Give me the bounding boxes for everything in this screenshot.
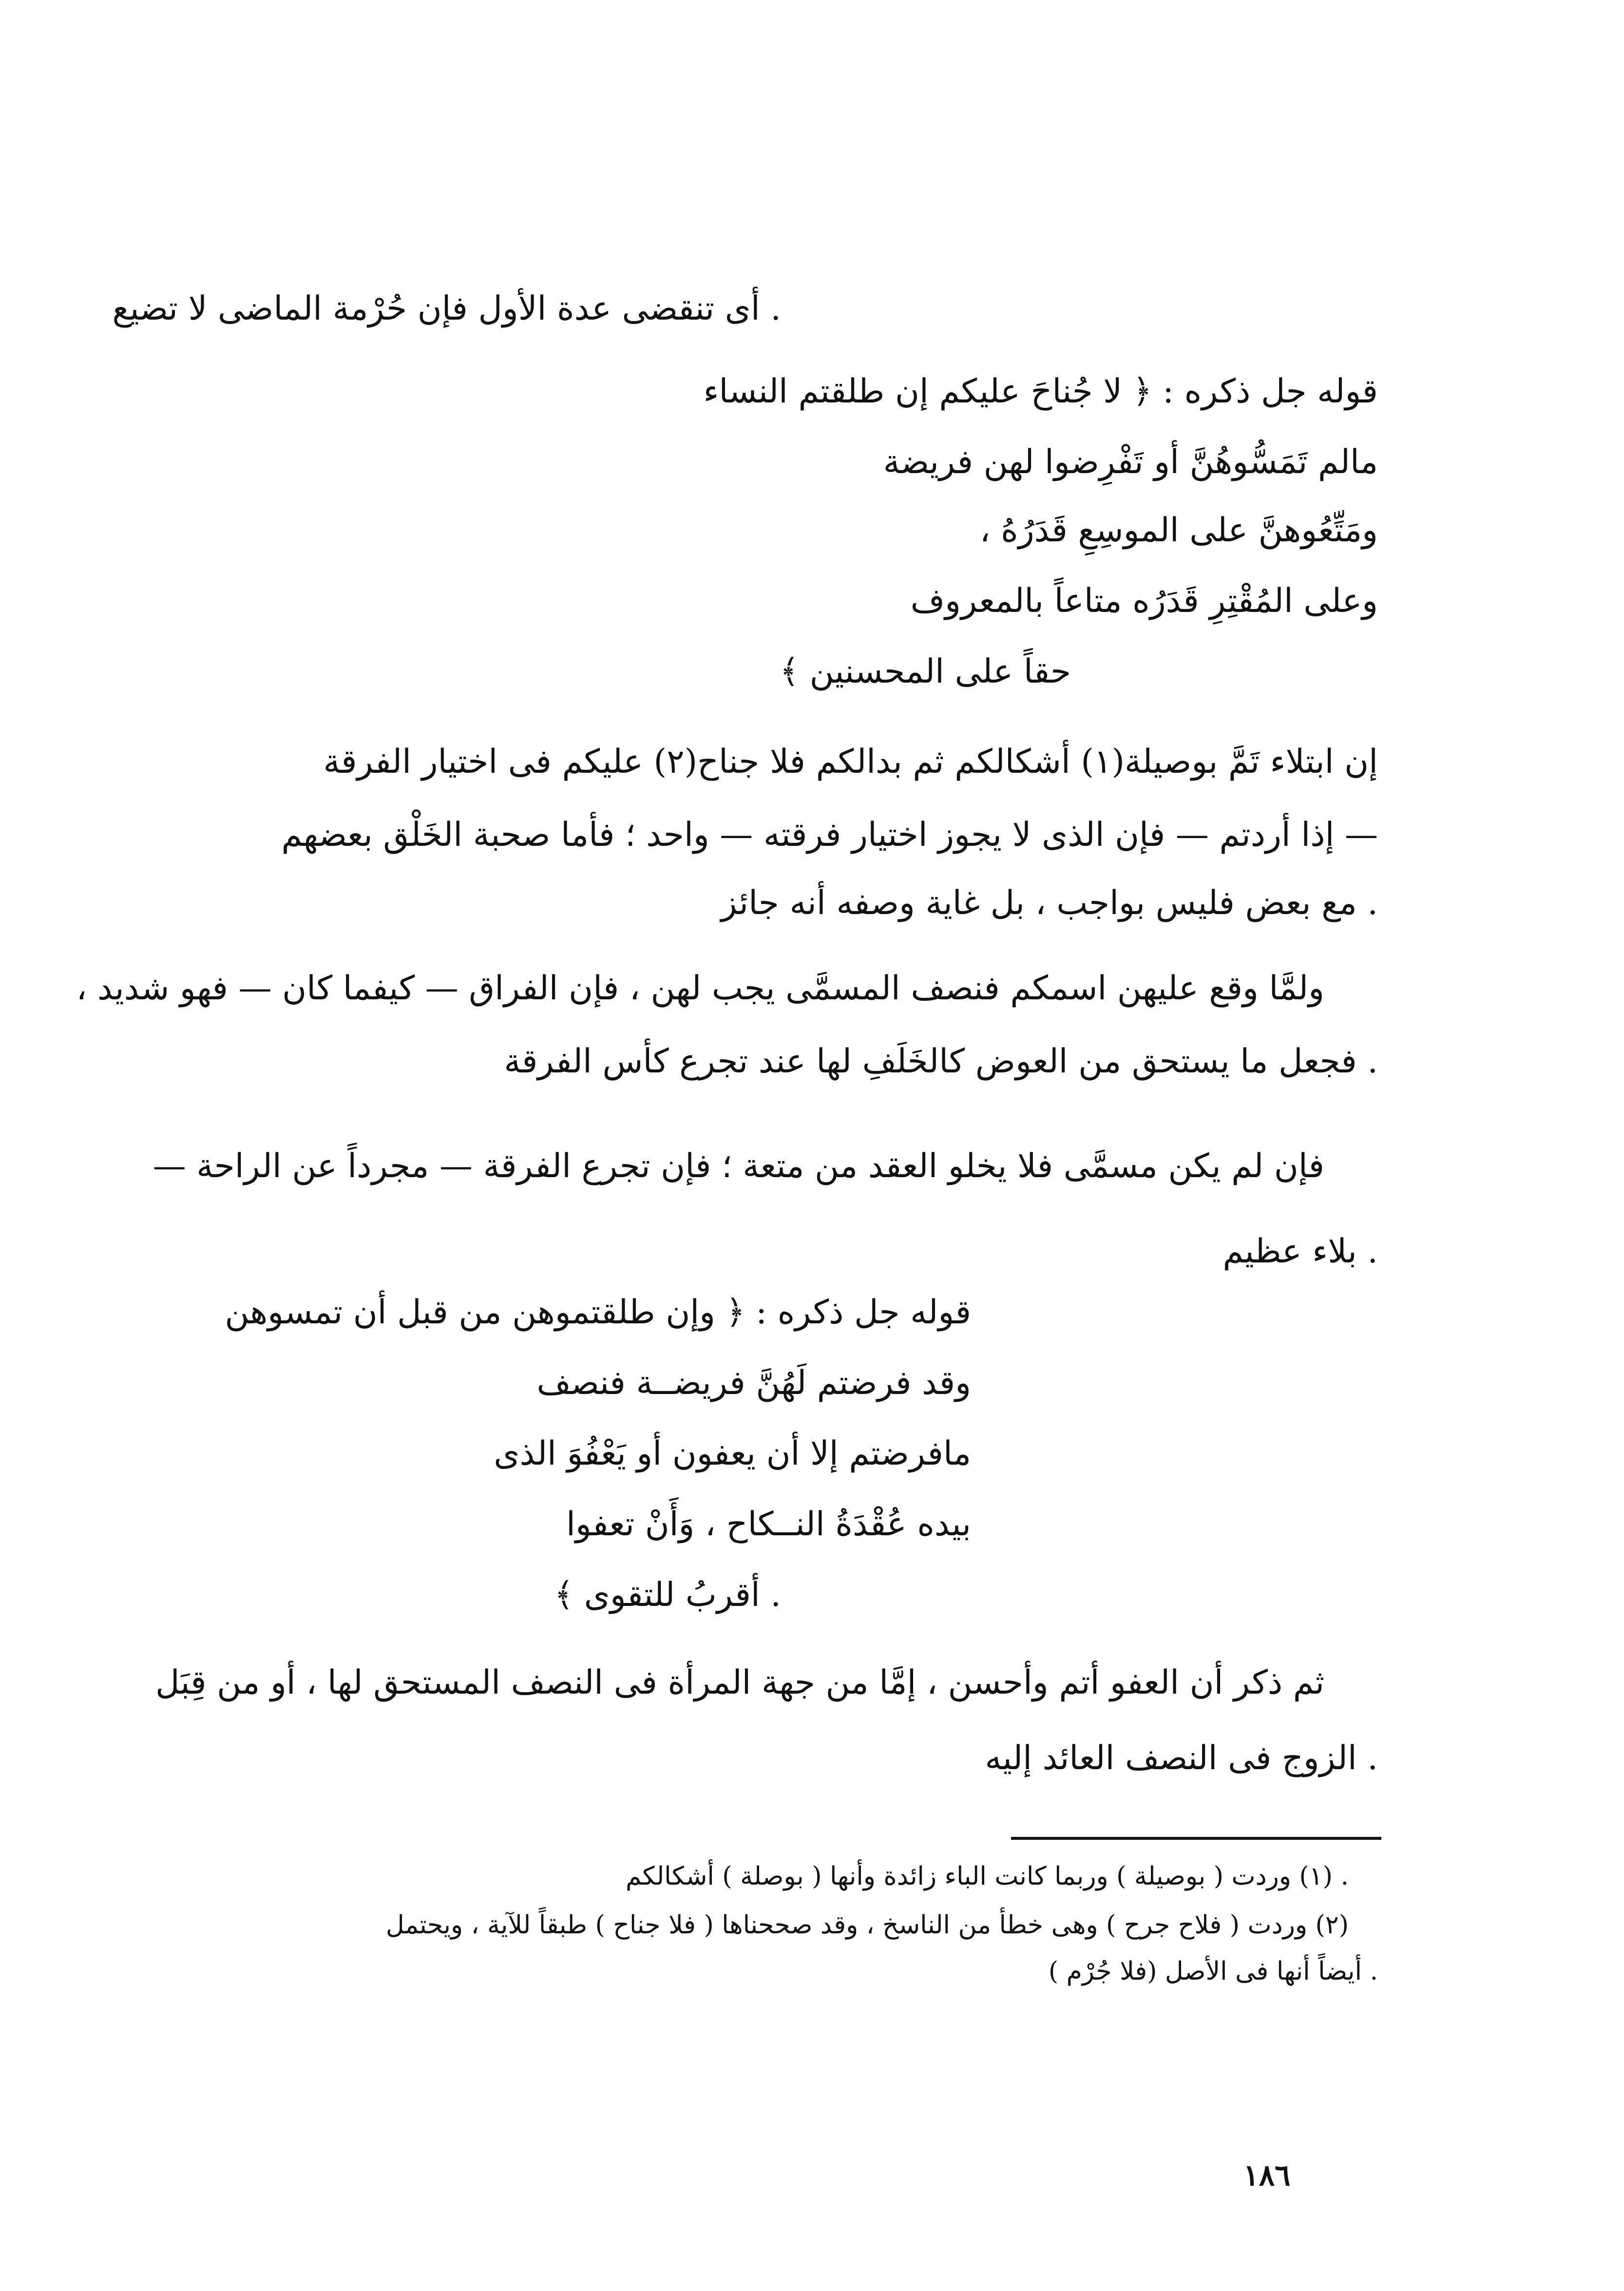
verse-line: بيده عُقْدَةُ النــكاح ، وَأَنْ تعفوا	[566, 1505, 971, 1544]
footnotes	[386, 1864, 1378, 1984]
footnote-line: . (١) وردت ( بوصيلة ) وربما كانت الباء زائدة وأنها ( بوصلة ) أشكالكم	[626, 1862, 1349, 1891]
paragraph-line: . مع بعض فليس بواجب ، بل غاية وصفه أنه جائز	[721, 884, 1378, 922]
paragraph-1	[282, 745, 1378, 920]
paragraph-2	[76, 969, 1378, 1081]
paragraph-line: . فجعل ما يستحق من العوض كالخَلَفِ لها عند تجرع كأس الفرقة	[504, 1042, 1378, 1081]
footnote-line: . أيضاً أنها فى الأصل (فلا جُرْم )	[1048, 1957, 1378, 1986]
verse-line: حقاً على المحسنين ﴾	[780, 652, 1071, 691]
paragraph-line: . بلاء عظيم	[1223, 1232, 1378, 1271]
paragraph-4	[155, 1663, 1378, 1777]
paragraph-line: فإن لم يكن مسمَّى فلا يخلو العقد من متعة ؛ فإن تجرع الفرقة — مجرداً عن الراحة —	[153, 1147, 1324, 1185]
verse-block-2	[225, 1293, 971, 1614]
paragraph-3	[153, 1147, 1378, 1271]
verse-line: قوله جل ذكره : ﴿ لا جُناحَ عليكم إن طلقتم النساء	[703, 372, 1378, 411]
paragraph-line: — إذا أردتم — فإن الذى لا يجوز اختيار فرقته — واحد ؛ فأما صحبة الخَلْق بعضهم	[281, 816, 1378, 854]
verse-line: مافرضتم إلا أن يعفون أو يَعْفُوَ الذى	[494, 1434, 971, 1473]
verse-line: وعلى المُقْتِرِ قَدَرُه متاعاً بالمعروف	[910, 582, 1378, 620]
paragraph-line: ولمَّا وقع عليهن اسمكم فنصف المسمَّى يجب لهن ، فإن الفراق — كيفما كان — فهو شديد ،	[76, 969, 1324, 1008]
footnote-divider	[1011, 1837, 1381, 1840]
page-number: ١٨٦	[1243, 2158, 1291, 2193]
intro-text: . أى تنقضى عدة الأول فإن حُرْمة الماضى لا تضيع	[112, 289, 781, 328]
paragraph-line: إن ابتلاء تَمَّ بوصيلة(١) أشكالكم ثم بدالكم فلا جناح(٢) عليكم فى اختيار الفرقة	[323, 743, 1378, 781]
verse-line: مالم تَمَسُّوهُنَّ أو تَفْرِضوا لهن فريضة	[883, 443, 1378, 481]
verse-line: ومَتِّعُوهنَّ على الموسِعِ قَدَرُهُ ،	[979, 511, 1378, 550]
verse-block-1	[703, 372, 1378, 691]
verse-line: قوله جل ذكره : ﴿ وإن طلقتموهن من قبل أن تمسوهن	[225, 1293, 971, 1332]
verse-line: وقد فرضتم لَهُنَّ فريضــة فنصف	[536, 1364, 971, 1402]
verse-line: . أقربُ للتقوى ﴾	[554, 1576, 781, 1614]
footnote-line: (٢) وردت ( فلاح جرح ) وهى خطأ من الناسخ ، وقد صححناها ( فلا جناح ) طبقاً للآية ، ويحتمل	[385, 1910, 1349, 1940]
intro-line	[112, 289, 781, 328]
paragraph-line: ثم ذكر أن العفو أتم وأحسن ، إمَّا من جهة المرأة فى النصف المستحق لها ، أو من قِبَل	[155, 1663, 1324, 1702]
paragraph-line: . الزوج فى النصف العائد إليه	[985, 1739, 1378, 1777]
